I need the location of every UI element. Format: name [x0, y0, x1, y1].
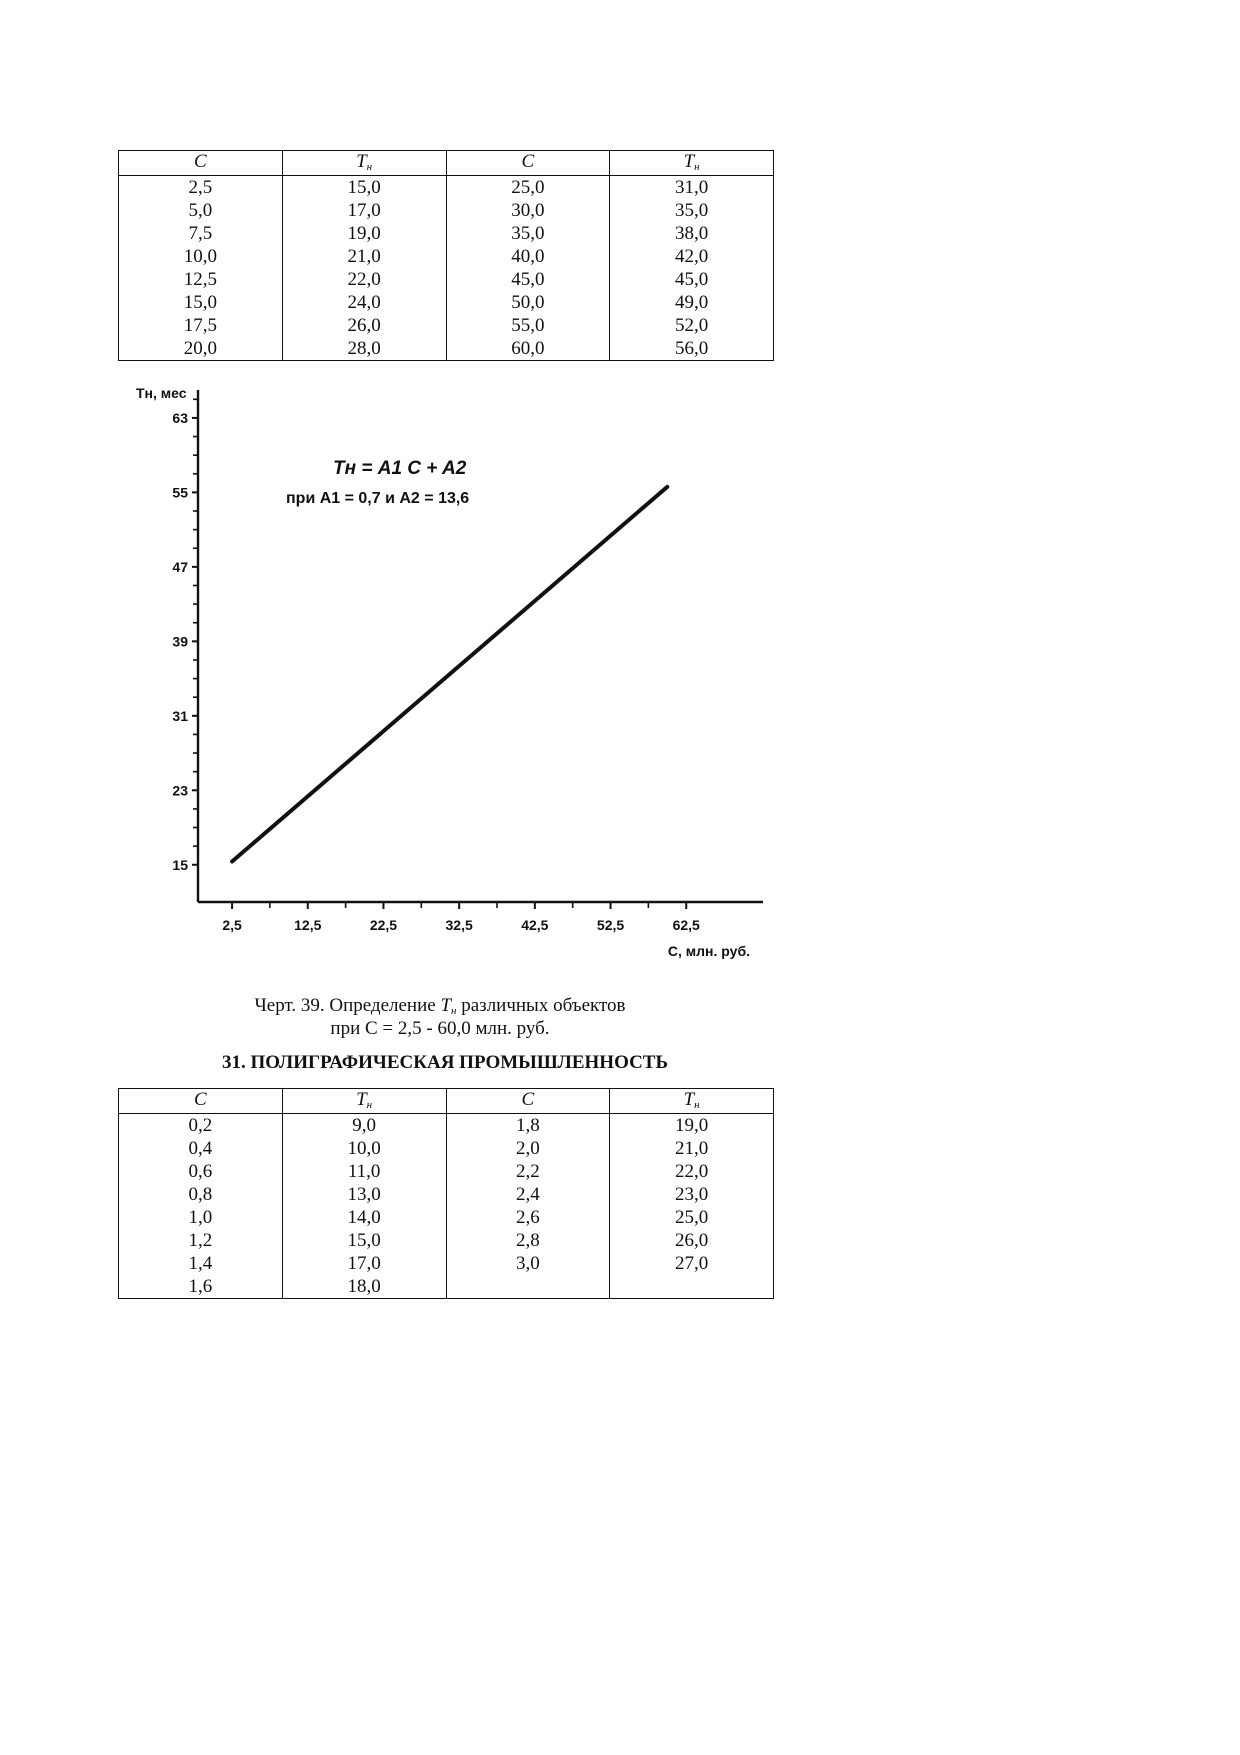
- table-cell: 27,0: [610, 1252, 774, 1275]
- table-row: [119, 314, 774, 337]
- table-cell: 45,0: [610, 268, 774, 291]
- table-cell: 2,2: [446, 1160, 610, 1183]
- y-tick-label: 63: [172, 409, 188, 426]
- table-cell: 35,0: [610, 199, 774, 222]
- table-cell: 22,0: [610, 1160, 774, 1183]
- table-row: [119, 268, 774, 291]
- table-cell: 49,0: [610, 291, 774, 314]
- table-cell: 2,6: [446, 1206, 610, 1229]
- table-cell: 15,0: [119, 291, 283, 314]
- table-cell: 21,0: [282, 245, 446, 268]
- table-row: [119, 176, 774, 200]
- table-cell: 18,0: [282, 1275, 446, 1299]
- table-cell: 28,0: [282, 337, 446, 361]
- x-tick-label: 12,5: [294, 917, 322, 933]
- table-cell: 13,0: [282, 1183, 446, 1206]
- y-tick-label: 55: [172, 484, 188, 501]
- table-cell: 0,8: [119, 1183, 283, 1206]
- data-table-bottom: [118, 1088, 774, 1299]
- header-cell-c: C: [446, 151, 610, 176]
- header-cell-tn: Tн: [610, 151, 774, 176]
- table-row: [119, 1275, 774, 1299]
- section-title: 31. ПОЛИГРАФИЧЕСКАЯ ПРОМЫШЛЕННОСТЬ: [221, 1052, 669, 1073]
- table-cell: 9,0: [282, 1114, 446, 1138]
- table-cell: 26,0: [610, 1229, 774, 1252]
- table-row: [119, 1160, 774, 1183]
- y-tick-label: 23: [172, 782, 188, 799]
- table-cell: 56,0: [610, 337, 774, 361]
- data-table-top: [118, 150, 774, 361]
- table-cell: 5,0: [119, 199, 283, 222]
- x-axis-label: C, млн. руб.: [667, 943, 750, 959]
- table-cell: 14,0: [282, 1206, 446, 1229]
- figure-caption-line-2: при С = 2,5 - 60,0 млн. руб.: [330, 1018, 550, 1039]
- table-row: [119, 1114, 774, 1138]
- y-tick-label: 39: [172, 633, 188, 650]
- x-tick-label: 32,5: [445, 917, 473, 933]
- table-row: [119, 245, 774, 268]
- table-cell: 1,4: [119, 1252, 283, 1275]
- table-cell: 12,5: [119, 268, 283, 291]
- table-cell: 21,0: [610, 1137, 774, 1160]
- table-cell: 19,0: [610, 1114, 774, 1138]
- x-tick-label: 2,5: [222, 917, 242, 933]
- x-tick-label: 22,5: [369, 917, 398, 933]
- chart-series: [232, 487, 667, 862]
- table-row: [119, 1252, 774, 1275]
- table-row: [119, 222, 774, 245]
- table-cell: 15,0: [282, 1229, 446, 1252]
- table-cell: 52,0: [610, 314, 774, 337]
- caption-symbol: T: [440, 995, 452, 1016]
- x-tick-label: 62,5: [672, 917, 700, 933]
- table-cell: 0,4: [119, 1137, 283, 1160]
- chart-ticks: [172, 399, 700, 933]
- table-cell: 31,0: [610, 176, 774, 200]
- header-cell-c: C: [119, 1089, 283, 1114]
- caption-suffix: различных объектов: [456, 995, 626, 1016]
- caption-symbol-sub: н: [451, 1005, 457, 1017]
- table-cell: [610, 1275, 774, 1299]
- table-cell: 1,6: [119, 1275, 283, 1299]
- table-cell: 2,4: [446, 1183, 610, 1206]
- x-tick-label: 42,5: [521, 917, 549, 933]
- table-cell: 22,0: [282, 268, 446, 291]
- y-axis-label: Tн, мес: [136, 385, 187, 401]
- table-row: [119, 291, 774, 314]
- table-cell: 1,2: [119, 1229, 283, 1252]
- table-row: [119, 1229, 774, 1252]
- table-cell: 24,0: [282, 291, 446, 314]
- table-cell: 3,0: [446, 1252, 610, 1275]
- table-row: [119, 1183, 774, 1206]
- table-cell: 2,5: [119, 176, 283, 200]
- header-cell-c: C: [446, 1089, 610, 1114]
- table-cell: 19,0: [282, 222, 446, 245]
- table-cell: 42,0: [610, 245, 774, 268]
- table-cell: 26,0: [282, 314, 446, 337]
- table-cell: 45,0: [446, 268, 610, 291]
- table-header-row: [119, 1089, 774, 1114]
- table-cell: 17,0: [282, 199, 446, 222]
- table-header-row: [119, 151, 774, 176]
- x-tick-label: 52,5: [596, 917, 625, 933]
- header-cell-tn: Tн: [610, 1089, 774, 1114]
- table-cell: 1,8: [446, 1114, 610, 1138]
- table-cell: 1,0: [119, 1206, 283, 1229]
- y-tick-label: 47: [172, 558, 188, 575]
- table-cell: 15,0: [282, 176, 446, 200]
- table-cell: 30,0: [446, 199, 610, 222]
- table-cell: 0,2: [119, 1114, 283, 1138]
- table-cell: 2,0: [446, 1137, 610, 1160]
- table-cell: 25,0: [446, 176, 610, 200]
- table-cell: [446, 1275, 610, 1299]
- header-cell-tn: Tн: [282, 1089, 446, 1114]
- table-cell: 55,0: [446, 314, 610, 337]
- table-cell: 23,0: [610, 1183, 774, 1206]
- table-row: [119, 337, 774, 361]
- table-row: [119, 1206, 774, 1229]
- table-cell: 35,0: [446, 222, 610, 245]
- line-chart: [118, 378, 768, 978]
- table-cell: 38,0: [610, 222, 774, 245]
- table-cell: 25,0: [610, 1206, 774, 1229]
- table-cell: 17,0: [282, 1252, 446, 1275]
- table-cell: 11,0: [282, 1160, 446, 1183]
- table-cell: 0,6: [119, 1160, 283, 1183]
- formula-line-1: Tн = A1 C + A2: [333, 458, 467, 479]
- table-cell: 50,0: [446, 291, 610, 314]
- table-cell: 10,0: [119, 245, 283, 268]
- table-row: [119, 199, 774, 222]
- series-line: [232, 487, 667, 862]
- table-cell: 10,0: [282, 1137, 446, 1160]
- header-cell-tn: Tн: [282, 151, 446, 176]
- table-cell: 17,5: [119, 314, 283, 337]
- table-cell: 2,8: [446, 1229, 610, 1252]
- y-tick-label: 15: [172, 856, 188, 873]
- caption-prefix: Черт. 39. Определение: [254, 995, 441, 1016]
- table-cell: 20,0: [119, 337, 283, 361]
- table-row: [119, 1137, 774, 1160]
- header-cell-c: C: [119, 151, 283, 176]
- formula-line-2: при A1 = 0,7 и A2 = 13,6: [286, 490, 470, 507]
- table-cell: 60,0: [446, 337, 610, 361]
- table-cell: 7,5: [119, 222, 283, 245]
- table-cell: 40,0: [446, 245, 610, 268]
- y-tick-label: 31: [172, 707, 188, 724]
